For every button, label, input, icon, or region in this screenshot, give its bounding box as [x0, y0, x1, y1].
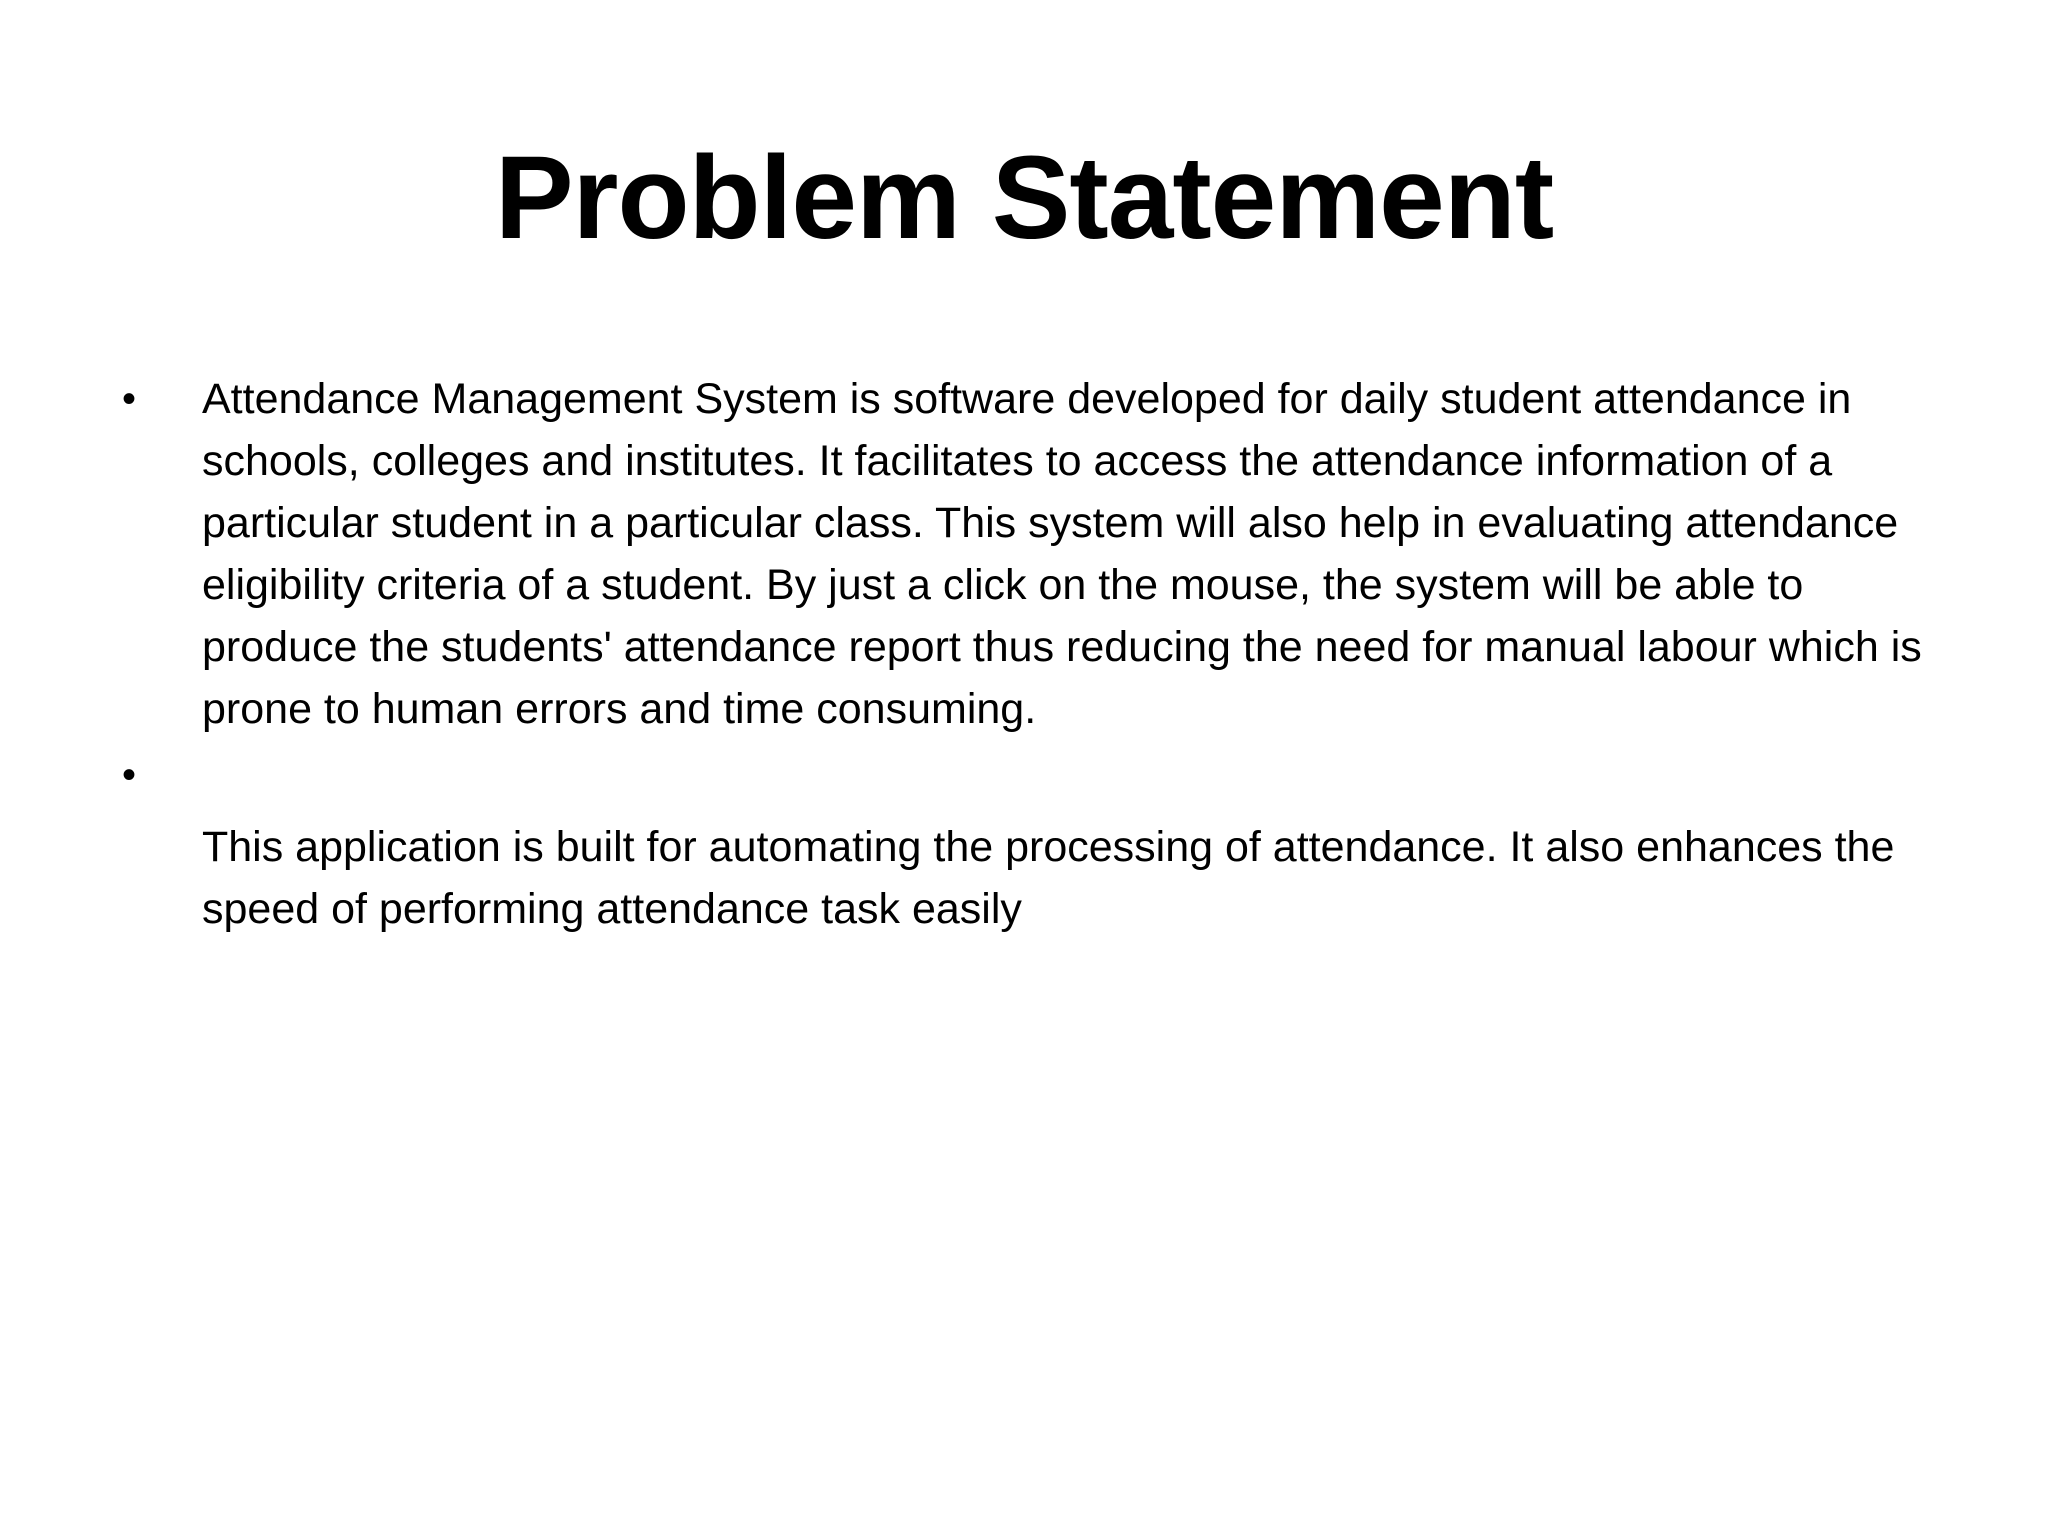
- bullet-item: [122, 744, 1952, 940]
- bullet-list: [122, 368, 1952, 940]
- bullet-marker: •: [122, 377, 137, 421]
- bullet-marker: •: [122, 753, 137, 797]
- bullet-text: Attendance Management System is software developed for daily student attendance in schools, colleges and institutes. It facilitates to access the attendance information of a particular student in a particular class. This system will also help in evaluating attendance eligibility criteria of a student. By just a click on the mouse, the system will be able to produce the students' attendance report thus reducing the need for manual labour which is prone to human errors and time consuming.: [202, 375, 1922, 733]
- bullet-item: [122, 368, 1952, 740]
- bullet-text: This application is built for automating the processing of attendance. It also enhances the speed of performing attendance task easily: [202, 823, 1895, 933]
- slide-title: Problem Statement: [494, 132, 1554, 264]
